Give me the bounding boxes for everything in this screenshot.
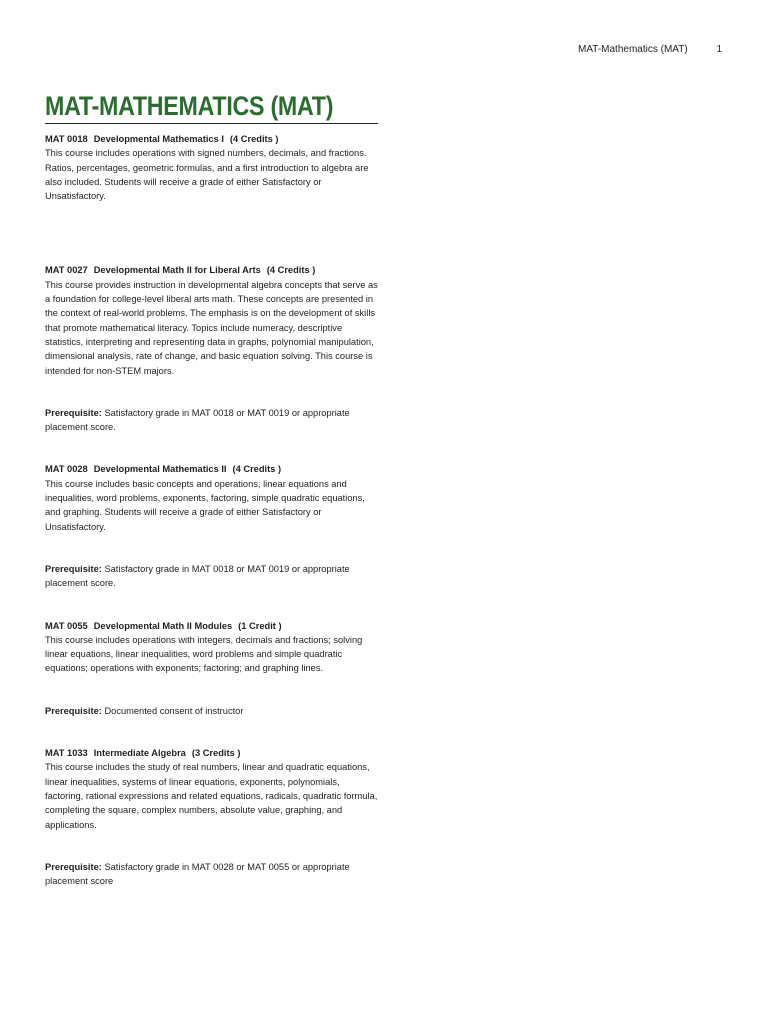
course-prerequisite	[45, 704, 378, 718]
prerequisite-text: Satisfactory grade in MAT 0018 or MAT 0019 or appropriate placement score.	[45, 407, 350, 433]
course-description: This course includes operations with integers, decimals and fractions; solving linear equations, linear inequalities, word problems and simple quadratic equations; operations with exponents; factoring; and graphing lines.	[45, 634, 363, 674]
course-block-mat-1033	[45, 746, 378, 888]
prerequisite-label: Prerequisite:	[45, 705, 102, 716]
course-code: MAT 1033	[45, 748, 88, 759]
course-credits: (4 Credits )	[232, 464, 282, 475]
prerequisite-label: Prerequisite:	[45, 407, 102, 418]
course-description: This course includes the study of real numbers, linear and quadratic equations, linear inequalities, systems of linear equations, exponents, polynomials, factoring, rational expressions and related equations, radicals, quadratic formula, completing the square, complex numbers, absolute value, graphing, and applications.	[45, 762, 378, 830]
title-rule	[45, 123, 378, 124]
prerequisite-label: Prerequisite:	[45, 563, 102, 574]
course-block-mat-0028	[45, 462, 378, 590]
course-credits: (4 Credits )	[229, 134, 279, 144]
prerequisite-text: Satisfactory grade in MAT 0028 or MAT 0055 or appropriate placement score	[45, 861, 350, 887]
course-credits: (1 Credit )	[238, 620, 282, 631]
course-name: Developmental Math II Modules	[93, 620, 233, 631]
course-prerequisite	[45, 562, 378, 591]
course-header	[45, 746, 378, 760]
course-code: MAT 0018	[45, 134, 88, 144]
course-header	[45, 132, 378, 146]
course-header	[45, 263, 378, 277]
course-header	[45, 462, 378, 476]
course-name: Intermediate Algebra	[93, 748, 186, 759]
prerequisite-label: Prerequisite:	[45, 861, 102, 872]
prerequisite-text: Satisfactory grade in MAT 0018 or MAT 0019 or appropriate placement score.	[45, 563, 350, 589]
course-block-mat-0018	[45, 132, 378, 203]
course-credits: (4 Credits )	[266, 265, 316, 276]
course-block-mat-0027	[45, 263, 378, 434]
course-code: MAT 0028	[45, 464, 88, 475]
course-description: This course provides instruction in developmental algebra concepts that serve as a foundation for college-level liberal arts math. These concepts are presented in the context of real-world problems. The emphasis is on the development of skills that promote mathematical literacy. Topics include numeracy, descriptive statistics, interpreting and representing data in graphs, polynomial manipulation, dimensional analysis, rate of change, and basic equation solving. This course is intended for non-STEM majors.	[45, 279, 378, 376]
course-name: Developmental Math II for Liberal Arts	[93, 265, 261, 276]
course-description: This course includes operations with signed numbers, decimals, and fractions. Ratios, percentages, geometric formulas, and a first introduction to algebra are also included. Students will receive a grade of either Satisfactory or Unsatisfactory.	[45, 148, 369, 202]
page-title: MAT-MATHEMATICS (MAT)	[45, 91, 334, 121]
course-name: Developmental Mathematics II	[93, 464, 227, 475]
course-code: MAT 0055	[45, 620, 88, 631]
course-block-mat-0055	[45, 619, 378, 718]
running-header-title: MAT-Mathematics (MAT)	[578, 44, 688, 55]
course-header	[45, 619, 378, 633]
running-header	[578, 44, 722, 55]
course-credits: (3 Credits )	[191, 748, 241, 759]
page-number: 1	[716, 44, 722, 55]
course-prerequisite	[45, 860, 378, 889]
course-prerequisite	[45, 406, 378, 435]
course-description: This course includes basic concepts and operations, linear equations and inequalities, word problems, exponents, factoring, simple quadratic equations, and graphing. Students will receive a grade of either Satisfactory or Unsatisfactory.	[45, 478, 365, 532]
course-name: Developmental Mathematics I	[93, 134, 224, 144]
catalog-content	[45, 90, 378, 888]
prerequisite-text: Documented consent of instructor	[104, 705, 244, 716]
course-code: MAT 0027	[45, 265, 88, 276]
